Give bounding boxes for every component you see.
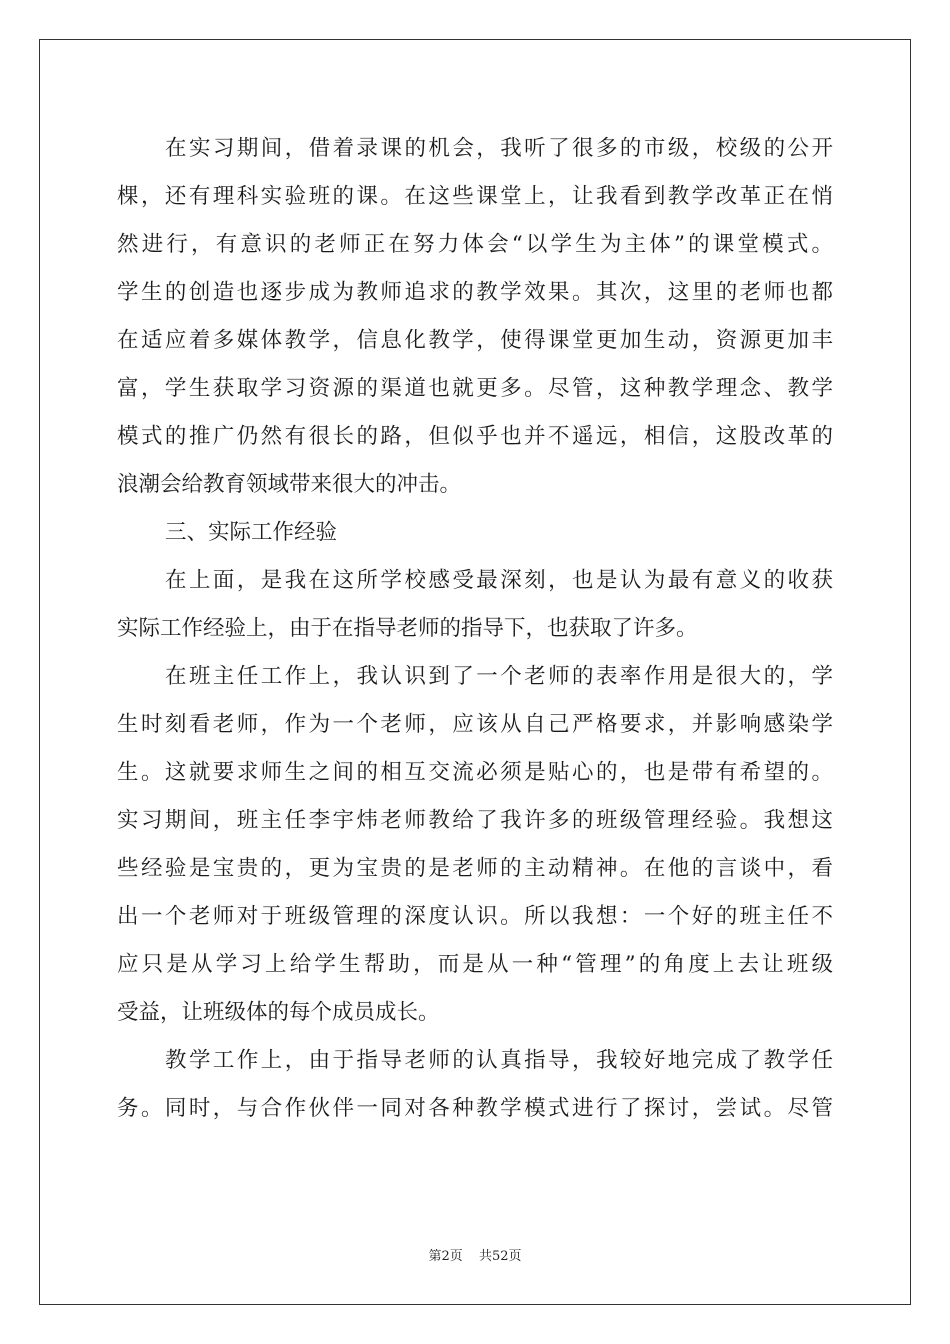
paragraph-line: 在实习期间，借着录课的机会，我听了很多的市级，校级的公开 [165,136,833,161]
paragraph-line: 出一个老师对于班级管理的深度认识。所以我想：一个好的班主任不 [117,904,833,929]
paragraph-line: 些经验是宝贵的，更为宝贵的是老师的主动精神。在他的言谈中，看 [117,856,833,881]
paragraph-line: 生。这就要求师生之间的相互交流必须是贴心的，也是带有希望的。 [117,760,833,785]
paragraph-line: 实习期间，班主任李宇炜老师教给了我许多的班级管理经验。我想这 [117,808,833,833]
paragraph-line: 棵，还有理科实验班的课。在这些课堂上，让我看到教学改革正在悄 [117,184,833,209]
paragraph-line: 实际工作经验上，由于在指导老师的指导下，也获取了许多。 [117,616,698,641]
paragraph-line: 在适应着多媒体教学，信息化教学，使得课堂更加生动，资源更加丰 [117,328,833,353]
paragraph-line: 应只是从学习上给学生帮助，而是从一种“管理”的角度上去让班级 [117,952,833,977]
paragraph-line: 在上面，是我在这所学校感受最深刻，也是认为最有意义的收获 [165,568,833,593]
page-total: 共52页 [478,1249,522,1264]
paragraph-line: 务。同时，与合作伙伴一同对各种教学模式进行了探讨，尝试。尽管 [117,1096,833,1121]
paragraph-line: 浪潮会给教育领域带来很大的冲击。 [117,472,462,497]
page-number: 第2页 [428,1249,463,1264]
document-body [117,125,833,1133]
paragraph-line: 受益，让班级体的每个成员成长。 [117,1000,440,1025]
paragraph-line: 模式的推广仍然有很长的路，但似乎也并不遥远，相信，这股改革的 [117,424,833,449]
paragraph-line: 富，学生获取学习资源的渠道也就更多。尽管，这种教学理念、教学 [117,376,833,401]
page-footer [0,1245,950,1264]
paragraph-line: 在班主任工作上，我认识到了一个老师的表率作用是很大的，学 [165,664,833,689]
paragraph-line: 然进行，有意识的老师正在努力体会“以学生为主体”的课堂模式。 [117,232,833,257]
paragraph-line: 学生的创造也逐步成为教师追求的教学效果。其次，这里的老师也都 [117,280,833,305]
section-heading: 三、实际工作经验 [165,520,338,545]
paragraph-line: 教学工作上，由于指导老师的认真指导，我较好地完成了教学任 [165,1048,833,1073]
paragraph-line: 生时刻看老师，作为一个老师，应该从自己严格要求，并影响感染学 [117,712,833,737]
